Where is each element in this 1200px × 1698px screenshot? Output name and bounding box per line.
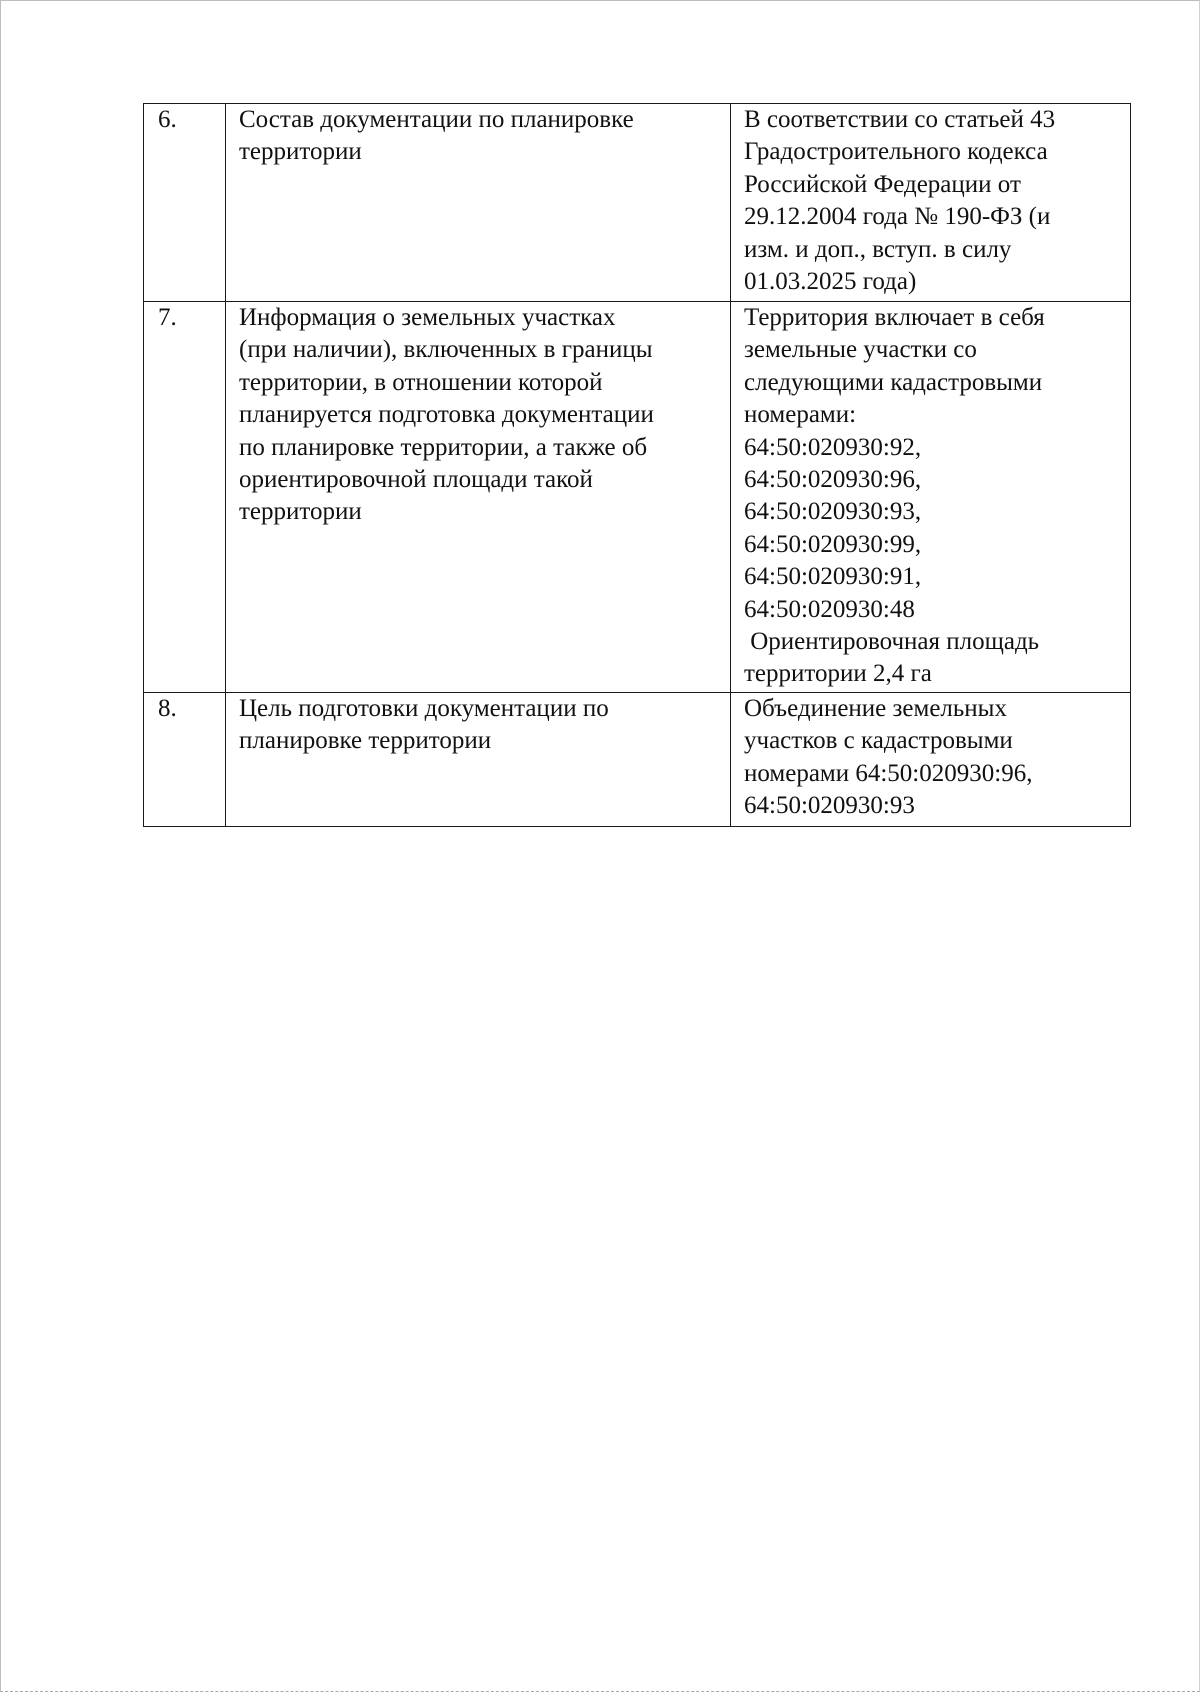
parameter-cell bbox=[226, 104, 731, 302]
parameter-cell bbox=[226, 693, 731, 827]
value-line: номерами: bbox=[744, 401, 857, 429]
value-line: номерами 64:50:020930:96, bbox=[744, 759, 1033, 787]
cadastral-number: 64:50:020930:48 bbox=[744, 595, 915, 623]
area-line: территории 2,4 га bbox=[744, 660, 932, 688]
parameter-line: Цель подготовки документации по bbox=[239, 695, 609, 722]
value-line: Объединение земельных bbox=[744, 695, 1007, 722]
parameter-line: ориентировочной площади такой bbox=[239, 466, 593, 494]
value-line: Российской Федерации от bbox=[744, 170, 1021, 198]
row-number-cell bbox=[144, 302, 226, 693]
value-line: участков с кадастровыми bbox=[744, 727, 1013, 755]
table-row-8 bbox=[144, 693, 1131, 827]
row-number-cell bbox=[144, 104, 226, 302]
row-number: 6. bbox=[158, 106, 177, 133]
value-line: земельные участки со bbox=[744, 336, 977, 364]
value-line: 01.03.2025 года) bbox=[744, 268, 917, 296]
value-line: Градостроительного кодекса bbox=[744, 138, 1048, 166]
row-number-cell bbox=[144, 693, 226, 827]
cadastral-number: 64:50:020930:91, bbox=[744, 563, 922, 591]
parameter-line: планируется подготовка документации bbox=[239, 401, 654, 429]
parameter-line: Состав документации по планировке bbox=[239, 106, 634, 133]
planning-documentation-table bbox=[143, 103, 1131, 827]
value-line: В соответствии со статьей 43 bbox=[744, 106, 1056, 133]
row-number: 8. bbox=[158, 695, 177, 722]
value-cell bbox=[731, 302, 1131, 693]
area-line: Ориентировочная площадь bbox=[744, 628, 1040, 656]
parameter-line: Информация о земельных участках bbox=[239, 304, 616, 331]
parameter-line: планировке территории bbox=[239, 727, 492, 755]
cadastral-number: 64:50:020930:92, bbox=[744, 433, 922, 461]
parameter-line: по планировке территории, а также об bbox=[239, 433, 648, 461]
value-cell bbox=[731, 693, 1131, 827]
parameter-line: территории bbox=[239, 498, 362, 526]
parameter-cell bbox=[226, 302, 731, 693]
cadastral-number: 64:50:020930:93, bbox=[744, 498, 922, 526]
row-number: 7. bbox=[158, 304, 177, 331]
value-cell bbox=[731, 104, 1131, 302]
parameter-line: (при наличии), включенных в границы bbox=[239, 336, 653, 364]
cadastral-number: 64:50:020930:99, bbox=[744, 530, 922, 558]
parameter-line: территории bbox=[239, 138, 362, 166]
value-line: 64:50:020930:93 bbox=[744, 792, 915, 820]
parameter-line: территории, в отношении которой bbox=[239, 368, 603, 396]
value-line: следующими кадастровыми bbox=[744, 368, 1043, 396]
table-row-7 bbox=[144, 302, 1131, 693]
value-line: изм. и доп., вступ. в силу bbox=[744, 235, 1012, 263]
value-line: Территория включает в себя bbox=[744, 304, 1045, 331]
value-line: 29.12.2004 года № 190-ФЗ (и bbox=[744, 203, 1051, 231]
table-row-6 bbox=[144, 104, 1131, 302]
cadastral-number: 64:50:020930:96, bbox=[744, 466, 922, 494]
